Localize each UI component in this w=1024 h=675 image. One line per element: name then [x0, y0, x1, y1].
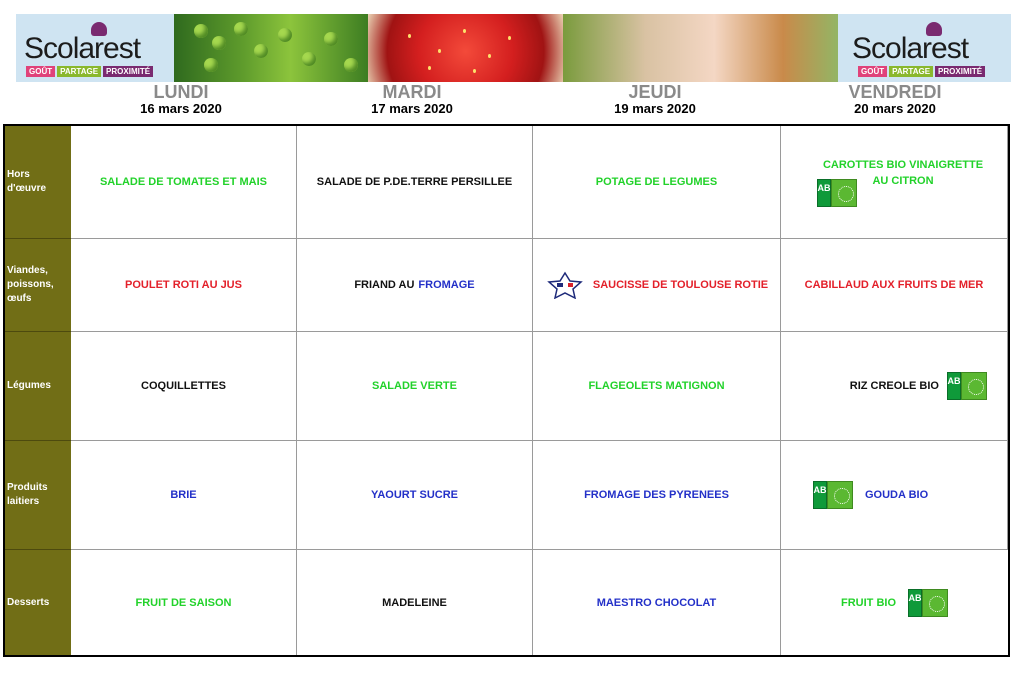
child-eating-photo: [563, 14, 838, 82]
dish-label: SAUCISSE DE TOULOUSE ROTIE: [592, 279, 769, 291]
menu-cell: [781, 550, 1008, 655]
menu-cell: [297, 441, 533, 550]
tagline-gout: GOÛT: [858, 66, 887, 77]
menu-cell: [297, 126, 533, 239]
dish-label: MAESTRO CHOCOLAT: [596, 596, 717, 609]
dish-label-highlight: FROMAGE: [418, 279, 475, 291]
menu-cell: [533, 441, 781, 550]
organic-label-icon: AB: [947, 372, 987, 400]
menu-grid: [3, 124, 1010, 657]
menu-cell: [71, 126, 297, 239]
menu-cell: [533, 550, 781, 655]
dish-label: MADELEINE: [382, 596, 447, 609]
dish-label: CAROTTES BIO VINAIGRETTE AU CITRON: [822, 159, 984, 187]
menu-cell: [781, 126, 1008, 239]
category-produits-laitiers: Produits laitiers: [5, 441, 71, 550]
day-date: 17 mars 2020: [371, 101, 453, 116]
menu-cell: [71, 441, 297, 550]
organic-label-icon: AB: [813, 481, 853, 509]
day-date: 20 mars 2020: [854, 101, 936, 116]
dish-label: FRUIT BIO: [841, 596, 896, 609]
dish-label: FROMAGE DES PYRENEES: [584, 489, 729, 501]
strawberries-photo: [368, 14, 563, 82]
organic-label-icon: AB: [908, 589, 948, 617]
menu-cell: [71, 239, 297, 332]
peas-photo: [174, 14, 368, 82]
logo-tagline: [858, 66, 985, 77]
menu-cell: [781, 239, 1008, 332]
dish-label: FRIAND AU: [354, 279, 415, 291]
dish-label: GOUDA BIO: [865, 489, 929, 501]
viandes-de-france-icon: [545, 271, 585, 299]
logo-wordmark: Scolarest: [852, 32, 969, 65]
tagline-partage: PARTAGE: [57, 66, 101, 77]
logo-wordmark: Scolarest: [24, 32, 141, 65]
dish-label: FRUIT DE SAISON: [135, 596, 232, 609]
scolarest-logo-left: [16, 14, 174, 82]
dish-label: SALADE VERTE: [372, 380, 457, 392]
dish-label: YAOURT SUCRE: [371, 489, 458, 501]
dish-label: BRIE: [170, 489, 197, 501]
tagline-proximite: PROXIMITÉ: [103, 66, 153, 77]
menu-cell: [533, 126, 781, 239]
day-header-tuesday: [337, 83, 487, 117]
day-header-thursday: [580, 83, 730, 117]
dish-label: FLAGEOLETS MATIGNON: [588, 380, 725, 392]
day-name: MARDI: [382, 82, 442, 102]
day-date: 19 mars 2020: [614, 101, 696, 116]
day-name: LUNDI: [153, 82, 209, 102]
dish-label: SALADE DE P.DE.TERRE PERSILLEE: [316, 176, 513, 188]
dish-label: SALADE DE TOMATES ET MAIS: [99, 176, 268, 188]
dish-label: POTAGE DE LEGUMES: [595, 176, 718, 188]
organic-label-icon: AB: [817, 179, 857, 207]
dish-label: POULET ROTI AU JUS: [125, 279, 242, 291]
tagline-partage: PARTAGE: [889, 66, 933, 77]
menu-cell: [71, 550, 297, 655]
menu-cell: [297, 332, 533, 441]
menu-cell: [533, 332, 781, 441]
menu-cell: [781, 441, 1008, 550]
dish-label: RIZ CREOLE BIO: [849, 380, 939, 392]
scolarest-logo-right: [838, 14, 1011, 82]
tagline-gout: GOÛT: [26, 66, 55, 77]
category-viandes: Viandes, poissons, œufs: [5, 239, 71, 332]
tagline-proximite: PROXIMITÉ: [935, 66, 985, 77]
menu-cell: [297, 550, 533, 655]
menu-cell: [781, 332, 1008, 441]
category-hors-doeuvre: Hors d'œuvre: [5, 126, 71, 239]
day-header-monday: [106, 83, 256, 117]
day-date: 16 mars 2020: [140, 101, 222, 116]
category-legumes: Légumes: [5, 332, 71, 441]
day-name: JEUDI: [628, 82, 682, 102]
day-name: VENDREDI: [848, 82, 942, 102]
dish-label: CABILLAUD AUX FRUITS DE MER: [804, 279, 984, 291]
day-header-friday: [820, 83, 970, 117]
category-desserts: Desserts: [5, 550, 71, 655]
menu-cell: [533, 239, 781, 332]
dish-label: COQUILLETTES: [141, 380, 226, 392]
logo-tagline: [26, 66, 153, 77]
menu-cell: [297, 239, 533, 332]
menu-cell: [71, 332, 297, 441]
header-banner: [16, 14, 1011, 82]
